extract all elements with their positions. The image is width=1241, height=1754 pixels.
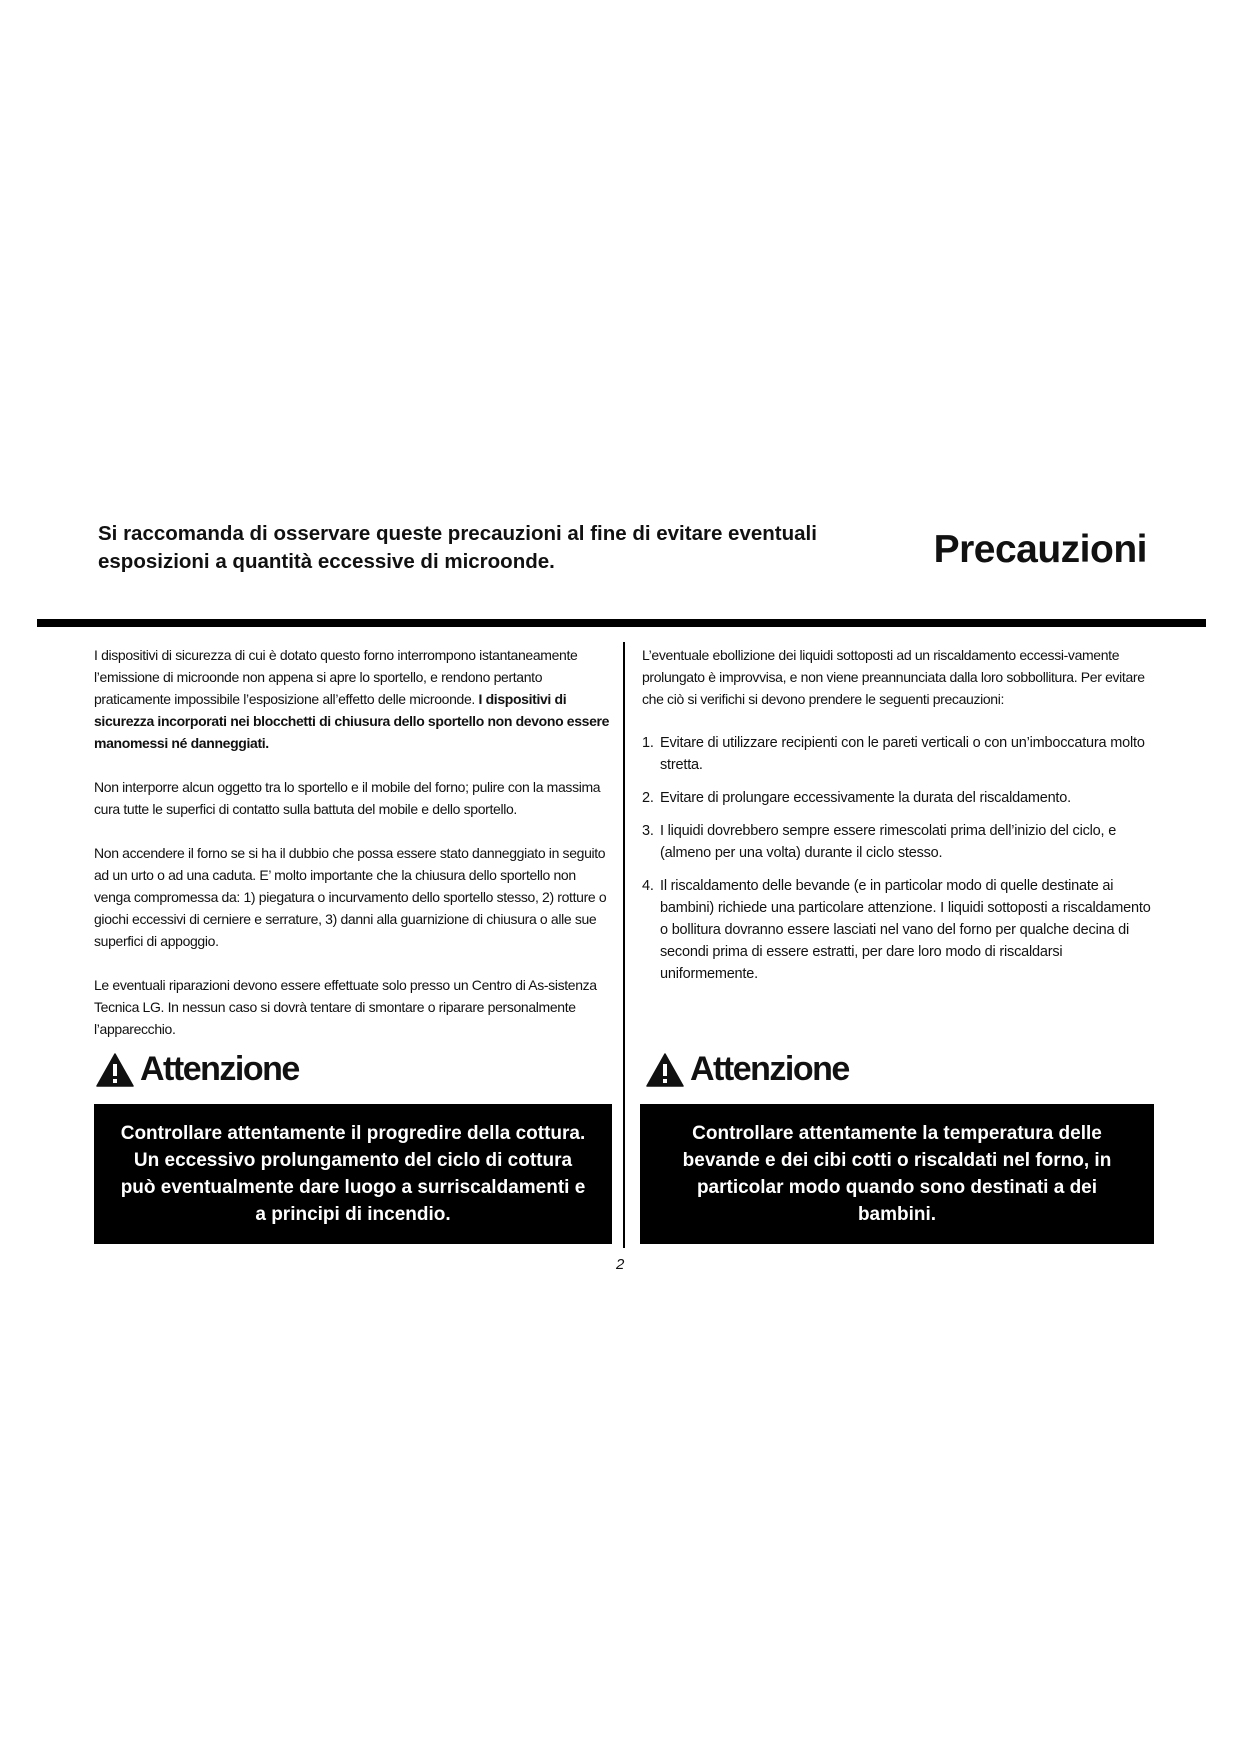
warning-heading-right <box>646 1050 849 1089</box>
list-item-text: Evitare di prolungare eccessivamente la durata del riscaldamento. <box>660 790 1071 806</box>
page-title: Precauzioni <box>933 528 1147 571</box>
warning-box-right: Controllare attentamente la temperatura delle bevande e dei cibi cotti o riscaldati nel forno, in particolar modo quando sono destinati a dei bambini. <box>640 1104 1154 1244</box>
paragraph-door-contact: Non interporre alcun oggetto tra lo sportello e il mobile del forno; pulire con la massima cura tutte le superfici di contatto sulla battuta del mobile e dello sportello. <box>94 779 601 817</box>
left-column <box>94 644 614 1062</box>
list-item-number: 1. <box>642 735 654 751</box>
paragraph-bold-text: I dispositivi di sicurezza incorporati nei blocchetti di chiusura dello sportello non devono essere manomessi né danneggiati. <box>94 691 610 751</box>
paragraph-repairs: Le eventuali riparazioni devono essere effettuate solo presso un Centro di As-sistenza Tecnica LG. In nessun caso si dovrà tentare di smontare o riparare personalmente l’apparecchio. <box>94 977 597 1037</box>
list-item-number: 2. <box>642 790 654 806</box>
warning-triangle-icon <box>96 1053 134 1087</box>
intro-text: Si raccomanda di osservare queste precauzioni al fine di evitare eventuali esposizioni a quantità eccessive di microonde. <box>98 522 817 573</box>
list-item <box>642 732 1162 776</box>
paragraph-text: I dispositivi di sicurezza di cui è dotato questo forno interrompono istantaneamente l’emissione di microonde non appena si apre lo sportello, e rendono pertanto praticamente impossibile l’esposizione all’effetto delle microonde. <box>94 647 578 707</box>
list-item-number: 3. <box>642 823 654 839</box>
page-number: 2 <box>616 1256 625 1273</box>
list-item-number: 4. <box>642 878 654 894</box>
list-item-text: Il riscaldamento delle bevande (e in particolar modo di quelle destinate ai bambini) richiede una particolare attenzione. I liquidi sottoposti a riscaldamento o bollitura dovranno essere lasciati nel vano del forno per qualche decina di secondi prima di essere estratti, per dare loro modo di riscaldarsi uniformemente. <box>660 878 1151 982</box>
warning-box-left: Controllare attentamente il progredire della cottura. Un eccessivo prolungamento del ciclo di cottura può eventualmente dare luogo a surriscaldamenti e a principi di incendio. <box>94 1104 612 1244</box>
list-item <box>642 820 1162 864</box>
warning-title: Attenzione <box>690 1050 849 1088</box>
list-item-text: I liquidi dovrebbero sempre essere rimescolati prima dell’inizio del ciclo, e (almeno per una volta) durante il ciclo stesso. <box>660 823 1117 861</box>
warning-heading-left <box>96 1050 299 1089</box>
list-item <box>642 875 1162 985</box>
paragraph-safety-devices <box>94 644 614 754</box>
precautions-list <box>642 732 1162 985</box>
paragraph-damage-check: Non accendere il forno se si ha il dubbio che possa essere stato danneggiato in seguito ad un urto o ad una caduta. E’ molto importante che la chiusura dello sportello non venga compromessa da: 1) piegatura o incurvamento dello sportello stesso, 2) rotture o giochi eccessivi di cerniere e serrature, 3) danni alla guarnizione di chiusura o alle sue superfici di appoggio. <box>94 845 607 949</box>
column-divider <box>623 642 625 1248</box>
right-column <box>642 644 1162 996</box>
paragraph-boiling-intro: L’eventuale ebollizione dei liquidi sottoposti ad un riscaldamento eccessi-vamente prolungato è improvvisa, e non viene preannunciata dalla loro sobbollitura. Per evitare che ciò si verifichi si devono prendere le seguenti precauzioni: <box>642 647 1145 707</box>
list-item <box>642 787 1162 809</box>
list-item-text: Evitare di utilizzare recipienti con le pareti verticali o con un’imboccatura molto stretta. <box>660 735 1145 773</box>
header-rule <box>37 619 1206 627</box>
warning-triangle-icon <box>646 1053 684 1087</box>
warning-title: Attenzione <box>140 1050 299 1088</box>
